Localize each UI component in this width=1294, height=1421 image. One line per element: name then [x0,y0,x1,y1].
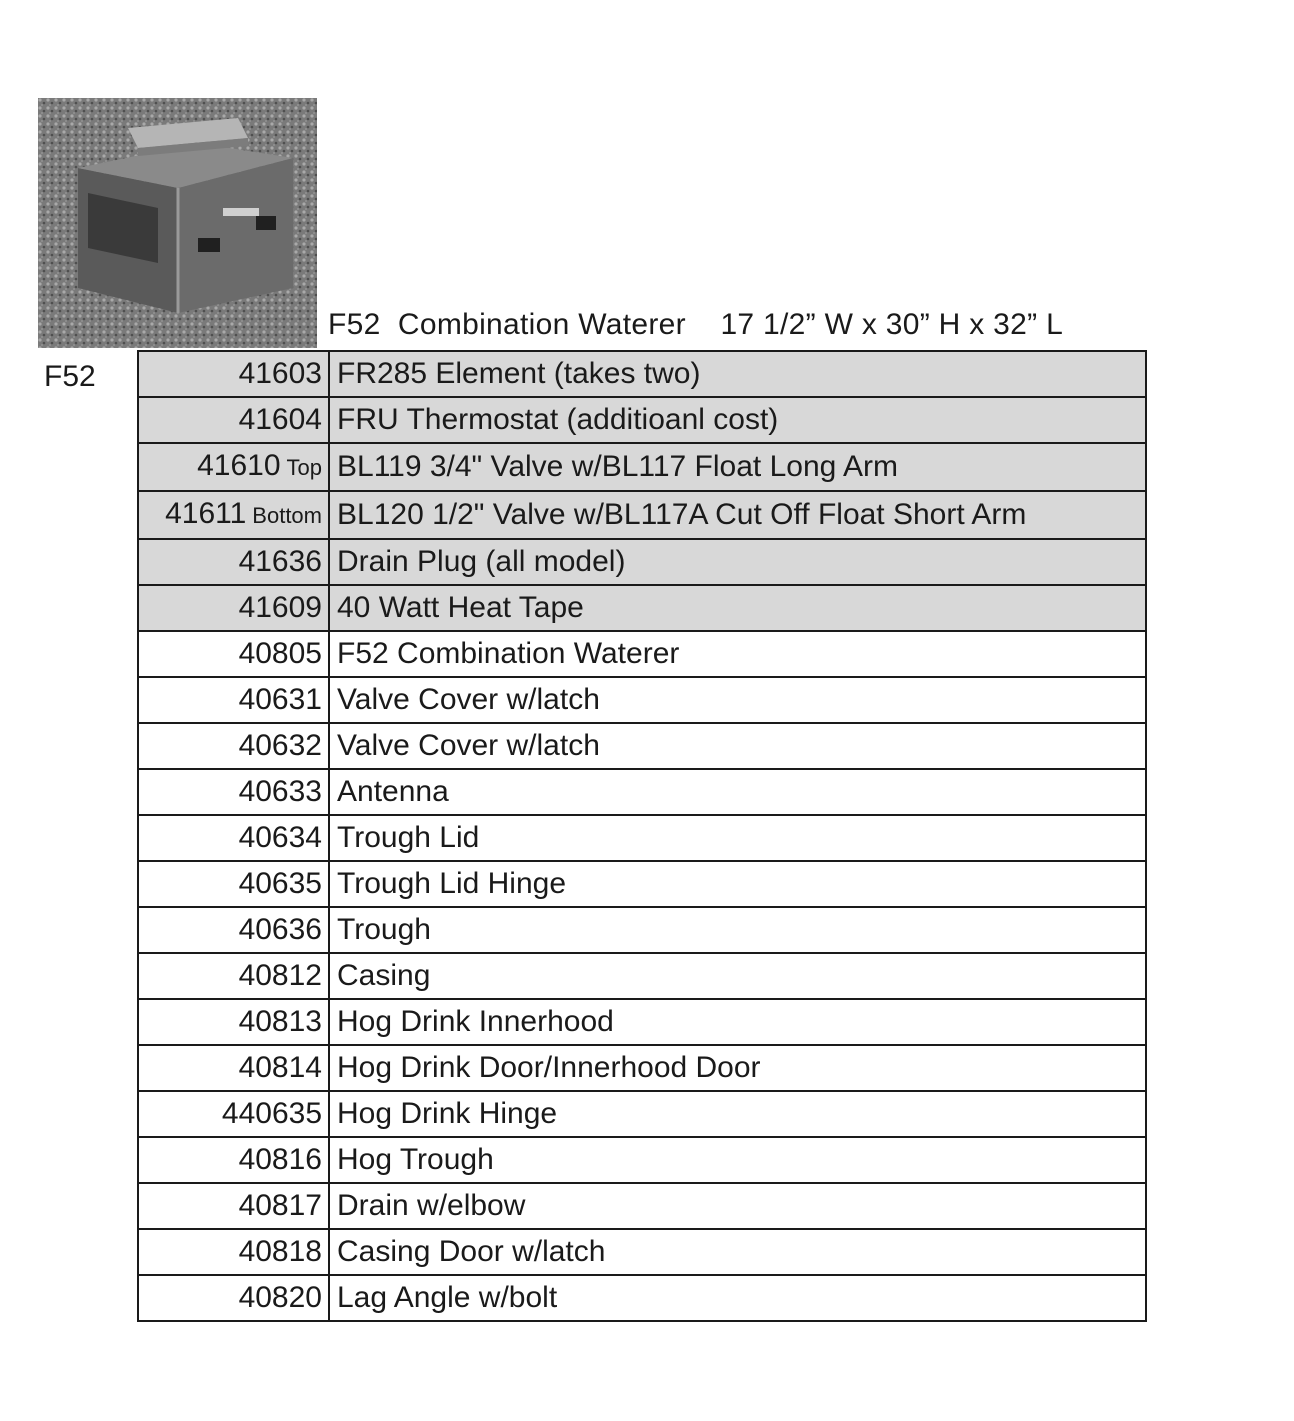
part-description: Trough Lid Hinge [329,861,1146,907]
table-row [138,585,1146,631]
part-number-cell [138,723,329,769]
table-row [138,861,1146,907]
part-number-cell [138,1091,329,1137]
part-number: 40814 [238,1051,322,1084]
parts-table [137,350,1147,1322]
table-row [138,539,1146,585]
part-number: 41603 [238,357,322,390]
waterer-photo [38,98,317,348]
part-number-cell [138,443,329,491]
table-row [138,1183,1146,1229]
part-number: 40813 [238,1005,322,1038]
part-description: Drain w/elbow [329,1183,1146,1229]
part-number: 41604 [238,403,322,436]
table-row [138,351,1146,397]
part-number-cell [138,539,329,585]
part-description: Hog Trough [329,1137,1146,1183]
part-number: 40817 [238,1189,322,1222]
part-description: BL120 1/2" Valve w/BL117A Cut Off Float Short Arm [329,491,1146,539]
table-row [138,631,1146,677]
table-row [138,677,1146,723]
table-row [138,769,1146,815]
part-number: 40820 [238,1281,322,1314]
part-number: 40635 [238,867,322,900]
part-number-cell [138,815,329,861]
table-row [138,953,1146,999]
part-description: FR285 Element (takes two) [329,351,1146,397]
part-number: 40633 [238,775,322,808]
part-description: FRU Thermostat (additioanl cost) [329,397,1146,443]
part-description: Hog Drink Hinge [329,1091,1146,1137]
part-number: 440635 [221,1097,322,1130]
part-number-cell [138,491,329,539]
part-number-cell [138,1137,329,1183]
part-description: Lag Angle w/bolt [329,1275,1146,1321]
part-number-cell [138,351,329,397]
part-description: Valve Cover w/latch [329,677,1146,723]
part-number-cell [138,999,329,1045]
part-number-cell [138,397,329,443]
product-heading: F52 Combination Waterer 17 1/2” W x 30” H x 32” L [328,308,1064,341]
part-number: 40631 [238,683,322,716]
table-row [138,999,1146,1045]
table-row [138,815,1146,861]
part-position: Bottom [252,503,322,528]
part-number: 40636 [238,913,322,946]
part-number: 41609 [238,591,322,624]
part-number: 40805 [238,637,322,670]
part-number: 40812 [238,959,322,992]
table-row [138,443,1146,491]
part-number-cell [138,585,329,631]
part-number: 40816 [238,1143,322,1176]
part-number-cell [138,1183,329,1229]
part-number-cell [138,1229,329,1275]
part-position: Top [286,455,322,480]
part-number: 41610 [197,449,281,482]
table-row [138,723,1146,769]
part-description: Drain Plug (all model) [329,539,1146,585]
part-description: 40 Watt Heat Tape [329,585,1146,631]
part-description: F52 Combination Waterer [329,631,1146,677]
part-number-cell [138,861,329,907]
table-row [138,1137,1146,1183]
part-description: Hog Drink Innerhood [329,999,1146,1045]
table-row [138,1091,1146,1137]
model-label: F52 [44,360,96,393]
table-row [138,1045,1146,1091]
part-number-cell [138,631,329,677]
part-number: 40634 [238,821,322,854]
part-description: Hog Drink Door/Innerhood Door [329,1045,1146,1091]
table-row [138,397,1146,443]
part-number: 40818 [238,1235,322,1268]
part-description: Casing Door w/latch [329,1229,1146,1275]
table-row [138,1229,1146,1275]
table-row [138,907,1146,953]
part-description: Trough Lid [329,815,1146,861]
part-description: Valve Cover w/latch [329,723,1146,769]
part-number-cell [138,953,329,999]
part-number-cell [138,1275,329,1321]
part-number: 41636 [238,545,322,578]
part-description: Trough [329,907,1146,953]
part-number: 40632 [238,729,322,762]
part-number-cell [138,907,329,953]
part-number-cell [138,1045,329,1091]
table-row [138,1275,1146,1321]
part-number-cell [138,769,329,815]
part-description: Antenna [329,769,1146,815]
part-number: 41611 [165,497,247,530]
part-number-cell [138,677,329,723]
part-description: BL119 3/4" Valve w/BL117 Float Long Arm [329,443,1146,491]
part-description: Casing [329,953,1146,999]
table-row [138,491,1146,539]
waterer-illustration [38,98,317,348]
